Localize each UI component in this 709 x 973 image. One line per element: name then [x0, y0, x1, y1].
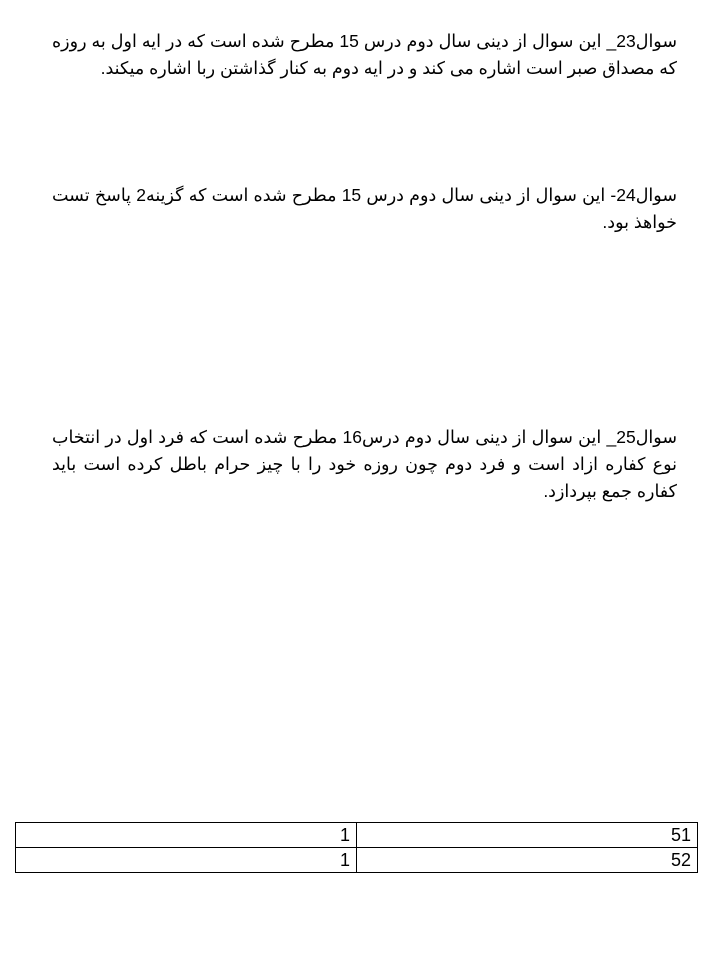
question-24-text: سوال24- این سوال از دینی سال دوم درس 15 مطرح شده است که گزینه2 پاسخ تست خواهذ بود. — [52, 185, 677, 232]
table-row — [16, 823, 698, 848]
question-number-cell: 52 — [357, 848, 698, 873]
table-row — [16, 848, 698, 873]
question-25-text: سوال25_ این سوال از دینی سال دوم درس16 مطرح شده است که فرد اول در انتخاب نوع کفاره ازاد است و فرد دوم چون روزه خود را با چیز حرام باطل کرده است باید کفاره جمع بپردازد. — [52, 427, 677, 501]
answer-table — [15, 822, 698, 873]
question-23-text: سوال23_ این سوال از دینی سال دوم درس 15 مطرح شده است که در ایه اول به روزه که مصداق صبر است اشاره می کند و در ایه دوم به کنار گذاشتن ربا اشاره میکند. — [52, 31, 678, 78]
answer-cell: 1 — [16, 848, 357, 873]
answer-cell: 1 — [16, 823, 357, 848]
question-number-cell: 51 — [357, 823, 698, 848]
